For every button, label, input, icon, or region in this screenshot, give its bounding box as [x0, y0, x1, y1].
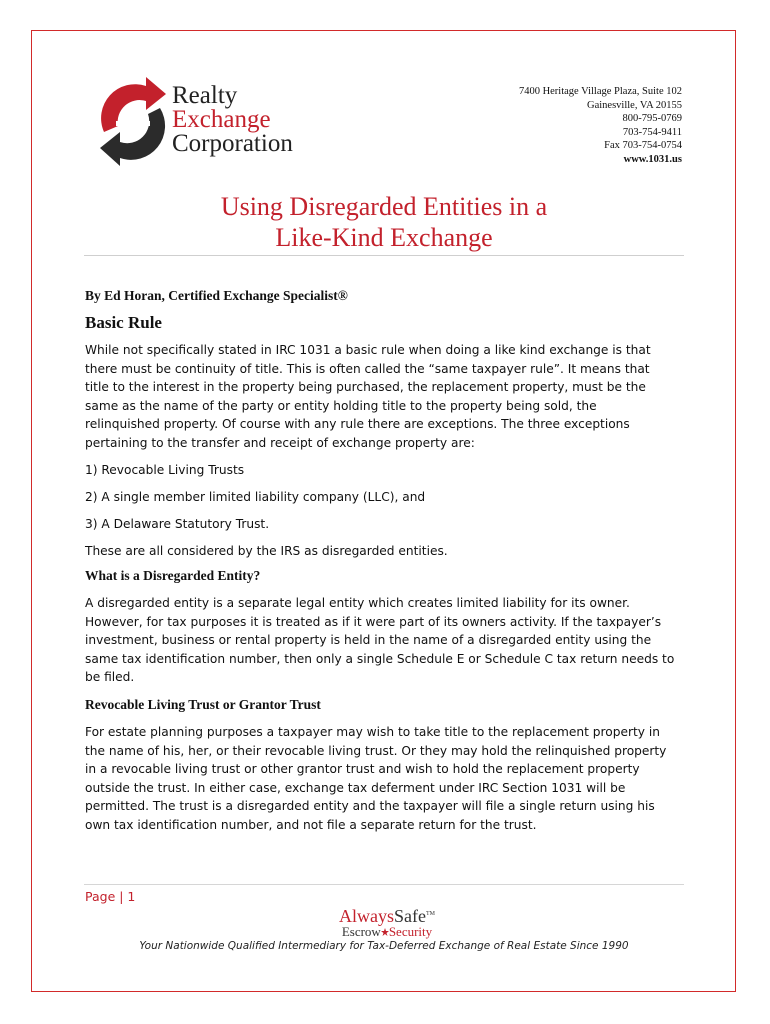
phone-tollfree: 800-795-0769 [622, 113, 682, 124]
title-line-1: Using Disregarded Entities in a [220, 192, 548, 221]
heading-revocable-trust: Revocable Living Trust or Grantor Trust [85, 697, 321, 712]
title-divider [84, 255, 684, 256]
paragraph-disregarded-summary: These are all considered by the IRS as disregarded entities. [85, 544, 448, 558]
star-icon [381, 928, 389, 936]
text-line: investment, business or rental property is held in the name of a disregarded entity using the [85, 633, 652, 648]
paragraph-revocable-trust [85, 723, 685, 835]
list-item-1: 1) Revocable Living Trusts [85, 463, 245, 477]
text-line: A disregarded entity is a separate legal entity which creates limited liability for its owner. [85, 596, 630, 610]
address-street: 7400 Heritage Village Plaza, Suite 102 [518, 86, 682, 97]
escrow-security-wordmark [332, 925, 442, 939]
text-line: be filed. [85, 670, 135, 685]
footer-tagline: Your Nationwide Qualified Intermediary for Tax-Deferred Exchange of Real Estate Since 1990 [139, 940, 629, 952]
text-line: same tax identification number, then only a single Schedule E or Schedule C tax return needs to [85, 651, 675, 666]
contact-address [422, 85, 682, 166]
alwayssafe-wordmark [332, 905, 442, 925]
logo-text-realty: Realty [172, 82, 238, 109]
text-line: own tax identification number, and not file a separate return for the trust. [85, 817, 537, 832]
text-line: title to the interest in the property being purchased, the replacement property, must be the [85, 380, 646, 395]
address-city: Gainesville, VA 20155 [587, 99, 682, 111]
text-line: there must be continuity of title. This is often called the “same taxpayer rule”. It means that [85, 361, 650, 376]
brand-safe: Safe [394, 906, 426, 926]
text-line: the name of his, her, or their revocable living trust. Or they may hold the relinquished property [85, 743, 667, 758]
website-link[interactable]: www.1031.us [623, 153, 682, 165]
text-line: pertaining to the transfer and receipt of exchange property are: [85, 435, 475, 450]
footer-divider [84, 884, 684, 885]
title-line-2: Like-Kind Exchange [275, 223, 493, 252]
exchange-arrows-icon [94, 74, 174, 166]
document-title [84, 191, 684, 253]
text-line: However, for tax purposes it is treated as if it were part of its owners activity. If the taxpayer’s [85, 614, 662, 629]
phone-local: 703-754-9411 [622, 126, 682, 138]
text-line: in a revocable living trust or other grantor trust and wish to hold the replacement property [85, 762, 640, 777]
trademark-mark: TM [425, 911, 435, 917]
brand-always: Always [339, 906, 394, 926]
heading-basic-rule: Basic Rule [85, 313, 162, 332]
text-line: relinquished property. Of course with any rule there are exceptions. The three exceptions [85, 417, 630, 432]
paragraph-basic-rule [85, 341, 685, 453]
company-logo [94, 74, 314, 166]
author-byline: By Ed Horan, Certified Exchange Specialist® [85, 288, 348, 303]
brand-escrow: Escrow [341, 924, 381, 939]
text-line: outside the trust. In either case, exchange tax deferment under IRC Section 1031 will be [85, 780, 626, 795]
list-item-2: 2) A single member limited liability company (LLC), and [85, 490, 426, 504]
fax-number: Fax 703-754-0754 [604, 140, 682, 151]
logo-text-corporation: Corporation [172, 130, 293, 157]
page-number: Page | 1 [85, 889, 136, 904]
text-line: permitted. The trust is a disregarded entity and the taxpayer will file a single return using his [85, 799, 655, 814]
text-line: While not specifically stated in IRC 1031 a basic rule when doing a like kind exchange is that [85, 343, 651, 357]
brand-security: Security [388, 924, 433, 939]
text-line: same as the name of the party or entity holding title to the property being sold, the [85, 398, 597, 413]
text-line: For estate planning purposes a taxpayer may wish to take title to the replacement property in [85, 725, 660, 739]
page-border [31, 30, 736, 992]
logo-text-exchange: Exchange [172, 106, 271, 133]
paragraph-disregarded-entity [85, 594, 685, 687]
list-item-3: 3) A Delaware Statutory Trust. [85, 517, 270, 531]
heading-what-is-disregarded-entity: What is a Disregarded Entity? [85, 568, 261, 583]
alwayssafe-logo [332, 905, 442, 939]
